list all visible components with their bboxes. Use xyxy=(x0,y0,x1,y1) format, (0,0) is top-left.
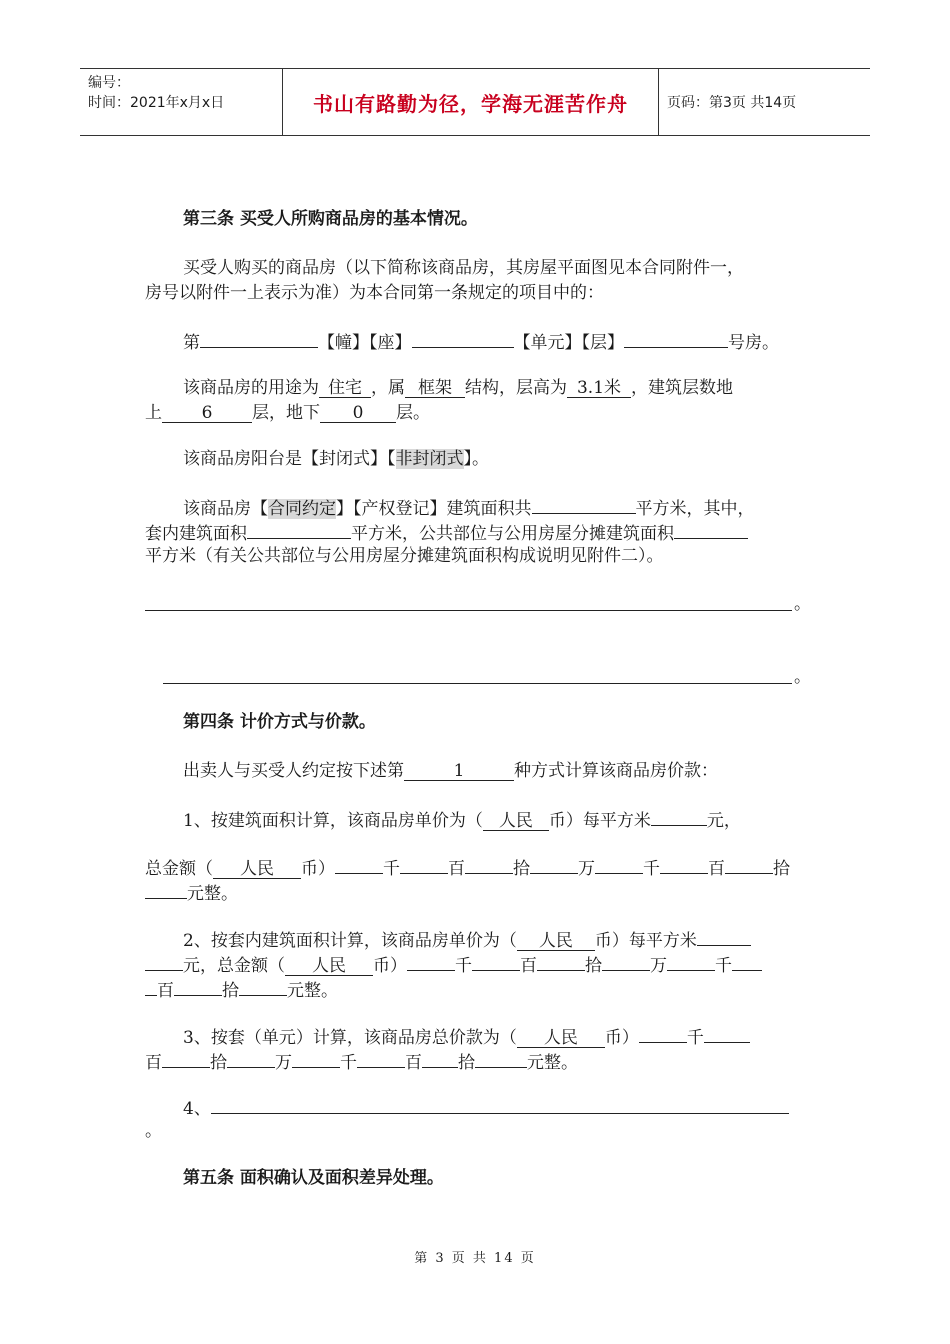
method-1-text-3: 元， xyxy=(706,811,741,831)
unit-shi: 拾 xyxy=(585,956,602,976)
blank-line-1[interactable] xyxy=(145,610,792,611)
article-3-use-line xyxy=(183,376,733,400)
unit-qian: 千 xyxy=(340,1053,357,1073)
unit-suffix: 号房。 xyxy=(728,333,779,353)
amount-field[interactable] xyxy=(530,854,578,874)
blank-line-2-period: 。 xyxy=(794,667,811,687)
area-text-1: 该商品房【 xyxy=(183,499,268,519)
yuan-end: 元整。 xyxy=(187,884,238,904)
yuan-end: 元整。 xyxy=(287,981,338,1001)
header-left-cell xyxy=(80,69,282,135)
page-header xyxy=(80,68,870,136)
method-2-text-3: 元，总金额（ xyxy=(183,956,285,976)
article-3-floors-line xyxy=(145,401,430,425)
method-3-line xyxy=(183,1023,750,1050)
blank-line-1-period: 。 xyxy=(794,594,811,614)
choice-text-2: 种方式计算该商品房价款： xyxy=(514,761,718,781)
amount-field[interactable] xyxy=(704,1023,750,1043)
method-1-text-1: 1、按建筑面积计算，该商品房单价为（ xyxy=(183,811,483,831)
amount-field[interactable] xyxy=(162,1048,210,1068)
room-number-field[interactable] xyxy=(624,328,728,348)
header-page-label: 页码：第3页 共14页 xyxy=(667,95,797,111)
total-label: 总金额（ xyxy=(145,859,213,879)
method-4-line xyxy=(183,1094,789,1121)
amount-field[interactable] xyxy=(145,976,157,996)
unit-qian: 千 xyxy=(686,1028,704,1048)
method-1-currency: 人民 xyxy=(483,811,549,831)
amount-field[interactable] xyxy=(239,976,287,996)
method-2-unit-price-field[interactable] xyxy=(145,951,183,971)
method-3-currency: 人民 xyxy=(517,1028,605,1048)
unit-shi: 拾 xyxy=(222,981,239,1001)
blank-line-2[interactable] xyxy=(163,683,792,684)
amount-field[interactable] xyxy=(475,1048,527,1068)
unit-qian: 千 xyxy=(643,859,660,879)
amount-field[interactable] xyxy=(145,879,187,899)
amount-field[interactable] xyxy=(602,951,650,971)
amount-field[interactable] xyxy=(465,854,513,874)
method-2-line xyxy=(183,926,751,953)
article-3-unit-line xyxy=(183,328,779,355)
unit-shi: 拾 xyxy=(458,1053,475,1073)
floors-below-value: 0 xyxy=(320,403,396,423)
method-2-text-1: 2、按套内建筑面积计算，该商品房单价为（ xyxy=(183,931,517,951)
amount-field[interactable] xyxy=(335,854,383,874)
area-selected: 合同约定 xyxy=(268,499,336,519)
article-3-area-line-2 xyxy=(145,519,748,546)
amount-field[interactable] xyxy=(174,976,222,996)
article-4-choice-line xyxy=(183,759,718,783)
building-number-field[interactable] xyxy=(200,328,318,348)
choice-text-1: 出卖人与买受人约定按下述第 xyxy=(183,761,404,781)
header-motto: 书山有路勤为径，学海无涯苦作舟 xyxy=(282,69,659,135)
unit-text-2: 【单元】【层】 xyxy=(513,333,624,353)
method-3-text-1: 3、按套（单元）计算，该商品房总价款为（ xyxy=(183,1028,517,1048)
height-label: 结构，层高为 xyxy=(465,378,567,398)
method-2-line-2 xyxy=(145,951,762,978)
method-2-currency-suffix: 币） xyxy=(373,956,407,976)
area-text-2: 】【产权登记】建筑面积共 xyxy=(336,499,532,519)
method-3-line-2 xyxy=(145,1048,578,1075)
floors-label: ，建筑层数地 xyxy=(631,378,733,398)
shared-area-field[interactable] xyxy=(674,519,748,539)
unit-bai: 百 xyxy=(520,956,537,976)
page-footer: 第 3 页 共 14 页 xyxy=(414,1251,536,1266)
method-4-label: 4、 xyxy=(183,1099,211,1119)
amount-field[interactable] xyxy=(667,951,715,971)
article-3-balcony-line xyxy=(183,447,489,471)
method-2-currency: 人民 xyxy=(517,931,595,951)
balcony-text-1: 该商品房阳台是【封闭式】【 xyxy=(183,449,396,469)
balcony-selected: 非封闭式 xyxy=(395,449,464,469)
article-3-paragraph-1a: 买受人购买的商品房（以下简称该商品房，其房屋平面图见本合同附件一， xyxy=(183,258,744,278)
choice-value: 1 xyxy=(404,761,514,781)
article-5-title: 第五条 面积确认及面积差异处理。 xyxy=(183,1168,444,1188)
structure-value: 框架 xyxy=(405,378,465,398)
use-label: 该商品房的用途为 xyxy=(183,378,319,398)
area-text-4: 套内建筑面积 xyxy=(145,524,247,544)
floors-suffix: 层。 xyxy=(396,403,430,423)
unit-number-field[interactable] xyxy=(412,328,514,348)
unit-bai: 百 xyxy=(708,859,725,879)
unit-wan: 万 xyxy=(650,956,667,976)
article-3-area-line-3: 平方米（有关公共部位与公用房屋分摊建筑面积构成说明见附件二）。 xyxy=(145,546,664,566)
amount-field[interactable] xyxy=(292,1048,340,1068)
unit-wan: 万 xyxy=(578,859,595,879)
area-text-3: 平方米，其中， xyxy=(635,499,755,519)
method-1-text-2: 币）每平方米 xyxy=(548,811,651,831)
building-area-field[interactable] xyxy=(532,494,636,514)
document-time-label: 时间：2021年x月x日 xyxy=(88,95,225,111)
method-2-unit-price-field[interactable] xyxy=(697,926,751,946)
balcony-text-2: 】。 xyxy=(463,449,489,469)
article-4-title: 第四条 计价方式与价款。 xyxy=(183,712,376,732)
unit-prefix: 第 xyxy=(183,333,200,353)
method-4-field[interactable] xyxy=(211,1094,789,1114)
article-3-paragraph-1b: 房号以附件一上表示为准）为本合同第一条规定的项目中的： xyxy=(145,283,604,303)
total-currency: 人民 xyxy=(213,859,301,879)
document-number-label: 编号： xyxy=(88,75,130,91)
unit-text-1: 【幢】【座】 xyxy=(318,333,412,353)
use-value: 住宅 xyxy=(319,378,371,398)
method-4-period: 。 xyxy=(145,1121,162,1141)
floors-above-label: 上 xyxy=(145,403,162,423)
floors-below-label: 层，地下 xyxy=(252,403,320,423)
article-3-title: 第三条 买受人所购商品房的基本情况。 xyxy=(183,209,478,229)
area-text-5: 平方米，公共部位与公用房屋分摊建筑面积 xyxy=(351,524,674,544)
amount-field[interactable] xyxy=(595,854,643,874)
amount-field[interactable] xyxy=(639,1023,687,1043)
amount-field[interactable] xyxy=(660,854,708,874)
method-1-unit-price-field[interactable] xyxy=(651,806,707,826)
inner-area-field[interactable] xyxy=(247,519,351,539)
unit-shi: 拾 xyxy=(513,859,530,879)
unit-qian: 千 xyxy=(383,859,400,879)
method-3-text-2: 币） xyxy=(604,1028,639,1048)
unit-wan: 万 xyxy=(275,1053,292,1073)
method-1-total-line-2 xyxy=(145,879,238,906)
amount-field[interactable] xyxy=(732,951,762,971)
unit-qian: 千 xyxy=(455,956,472,976)
article-3-area-line-1 xyxy=(183,494,755,521)
amount-field[interactable] xyxy=(725,854,773,874)
method-2-total-currency: 人民 xyxy=(285,956,373,976)
unit-bai: 百 xyxy=(448,859,465,879)
amount-field[interactable] xyxy=(422,1048,458,1068)
unit-qian: 千 xyxy=(715,956,732,976)
amount-field[interactable] xyxy=(357,1048,405,1068)
unit-shi: 拾 xyxy=(210,1053,227,1073)
unit-shi: 拾 xyxy=(773,859,790,879)
unit-bai: 百 xyxy=(405,1053,422,1073)
height-value: 3.1米 xyxy=(567,378,631,398)
unit-bai: 百 xyxy=(145,1053,162,1073)
floors-above-value: 6 xyxy=(162,403,252,423)
method-1-total-line xyxy=(145,854,790,881)
method-1-line xyxy=(183,806,741,833)
structure-label: ，属 xyxy=(371,378,405,398)
method-2-text-2: 币）每平方米 xyxy=(594,931,697,951)
total-currency-suffix: 币） xyxy=(301,859,335,879)
yuan-end: 元整。 xyxy=(527,1053,578,1073)
method-2-line-3 xyxy=(145,976,338,1003)
amount-field[interactable] xyxy=(472,951,520,971)
amount-field[interactable] xyxy=(400,854,448,874)
amount-field[interactable] xyxy=(227,1048,275,1068)
amount-field[interactable] xyxy=(407,951,455,971)
unit-bai: 百 xyxy=(157,981,174,1001)
amount-field[interactable] xyxy=(537,951,585,971)
